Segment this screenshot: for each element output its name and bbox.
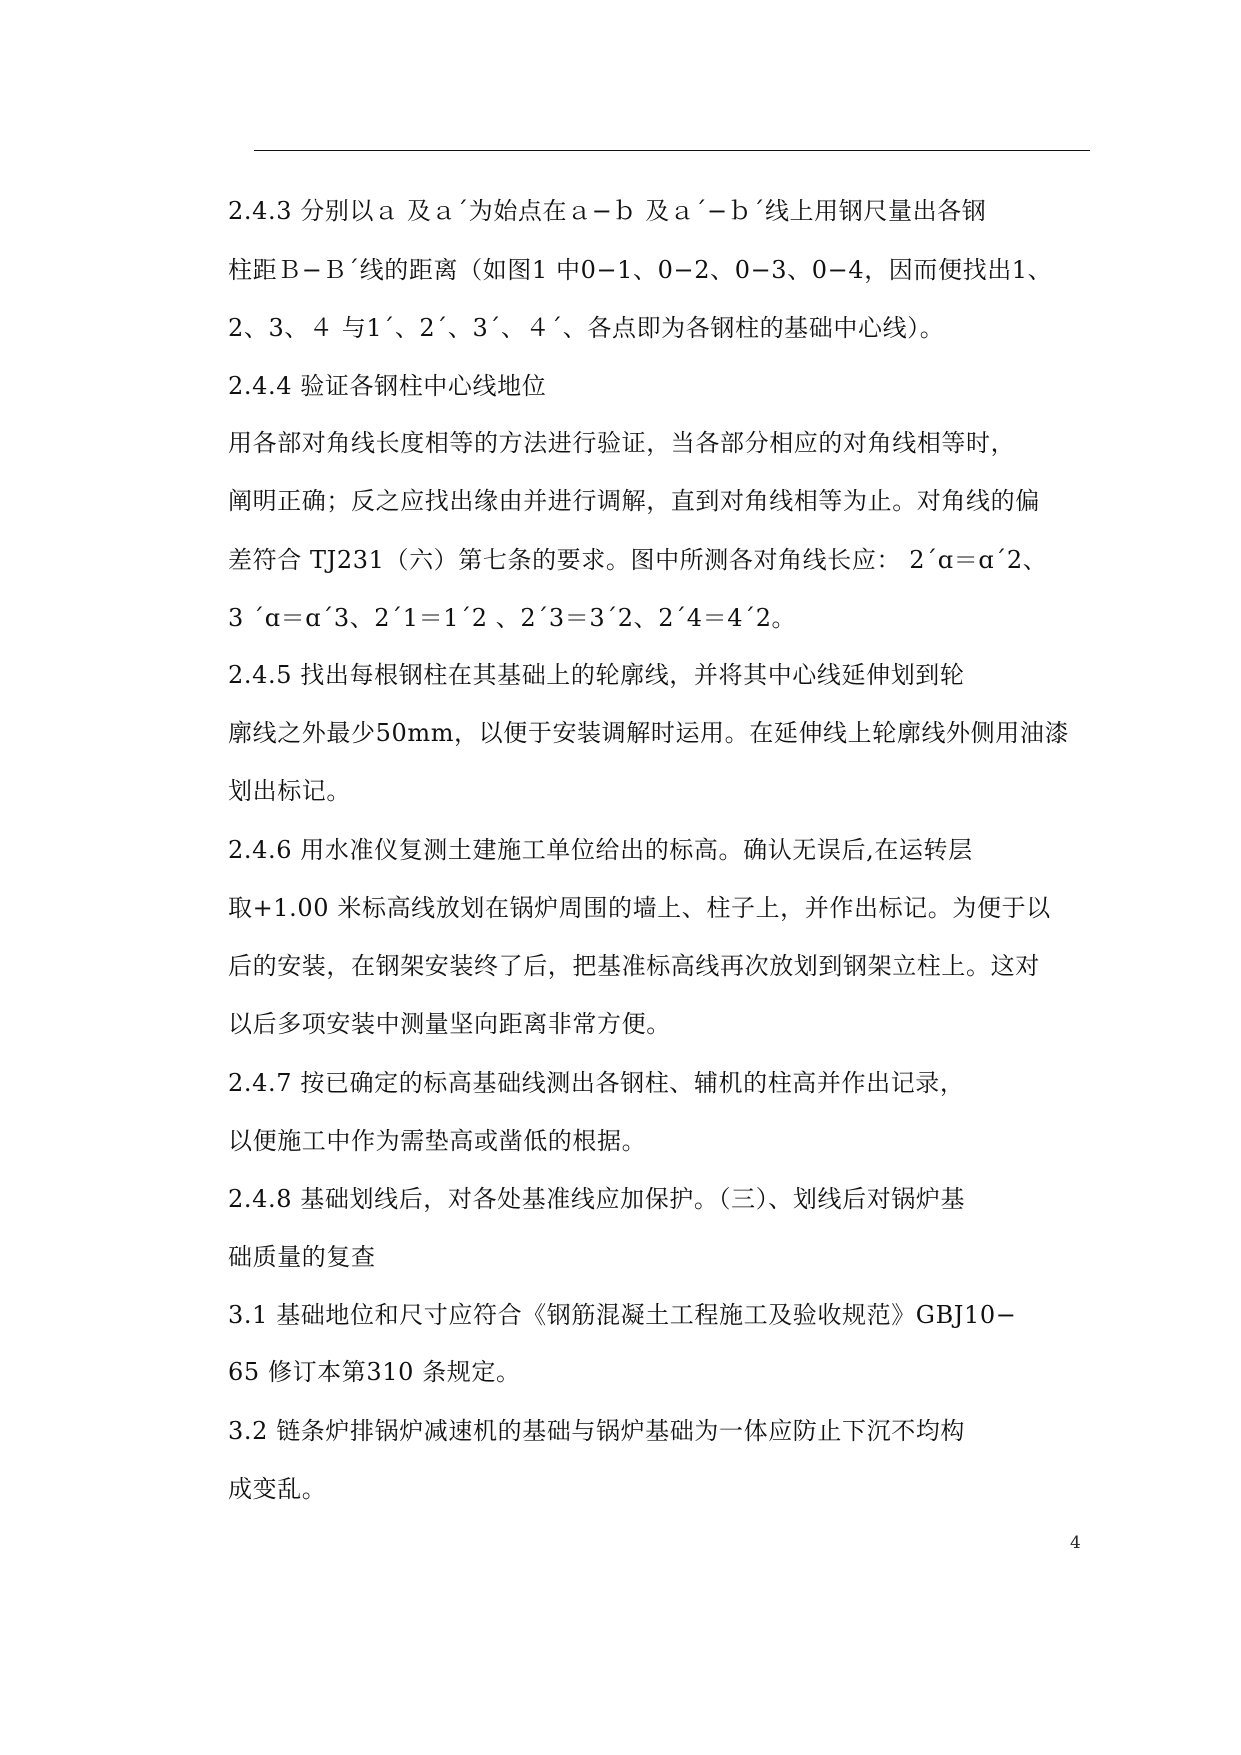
text-line: 成变乱。 (228, 1475, 327, 1503)
header-rule (254, 150, 1090, 151)
text-line: 以后多项安装中测量坚向距离非常方便。 (228, 1010, 671, 1038)
text-line: 用各部对角线长度相等的方法进行验证，当各部分相应的对角线相等时， (228, 429, 1016, 457)
text-line: 3 ´ɑ＝ɑ´3、2´1＝1´2 、2´3＝3´2、2´4＝4´2。 (228, 604, 797, 632)
text-line: 3.2 链条炉排锅炉减速机的基础与锅炉基础为一体应防止下沉不均构 (228, 1417, 965, 1445)
text-line: 65 修订本第310 条规定。 (228, 1358, 521, 1386)
text-line: 2.4.5 找出每根钢柱在其基础上的轮廓线，并将其中心线延伸划到轮 (228, 661, 965, 689)
text-line: 2.4.6 用水准仪复测土建施工单位给出的标高。确认无误后,在运转层 (228, 836, 973, 864)
text-line: 划出标记。 (228, 777, 351, 805)
text-line: 廓线之外最少50mm，以便于安装调解时运用。在延伸线上轮廓线外侧用油漆 (228, 719, 1070, 747)
text-line: 阐明正确；反之应找出缘由并进行调解，直到对角线相等为止。对角线的偏 (228, 487, 1040, 515)
text-line: 2.4.4 验证各钢柱中心线地位 (228, 372, 547, 400)
text-line: 础质量的复查 (228, 1243, 376, 1271)
text-line: 2、3、４ 与1´、2´、3´、４´、各点即为各钢柱的基础中心线）。 (228, 314, 945, 342)
text-line: 以便施工中作为需垫高或凿低的根据。 (228, 1127, 647, 1155)
text-line: 差符合 TJ231（六）第七条的要求。图中所测各对角线长应： 2´ɑ＝ɑ´2、 (228, 546, 1048, 574)
text-line: 2.4.8 基础划线后，对各处基准线应加保护。（三）、划线后对锅炉基 (228, 1185, 966, 1213)
page-number: 4 (1070, 1533, 1081, 1553)
text-line: 取+1.00 米标高线放划在锅炉周围的墙上、柱子上，并作出标记。为便于以 (228, 894, 1051, 922)
text-line: 后的安装，在钢架安装终了后，把基准标高线再次放划到钢架立柱上。这对 (228, 952, 1040, 980)
text-line: 柱距Ｂ−Ｂ´线的距离（如图1 中0−1、0−2、0−3、0−4，因而便找出1、 (228, 256, 1053, 284)
text-line: 2.4.7 按已确定的标高基础线测出各钢柱、辅机的柱高并作出记录， (228, 1069, 965, 1097)
text-line: 3.1 基础地位和尺寸应符合《钢筋混凝土工程施工及验收规范》GBJ10− (228, 1301, 1017, 1329)
text-line: 2.4.3 分别以ａ 及ａ´为始点在ａ−ｂ 及ａ´−ｂ´线上用钢尺量出各钢 (228, 197, 987, 225)
